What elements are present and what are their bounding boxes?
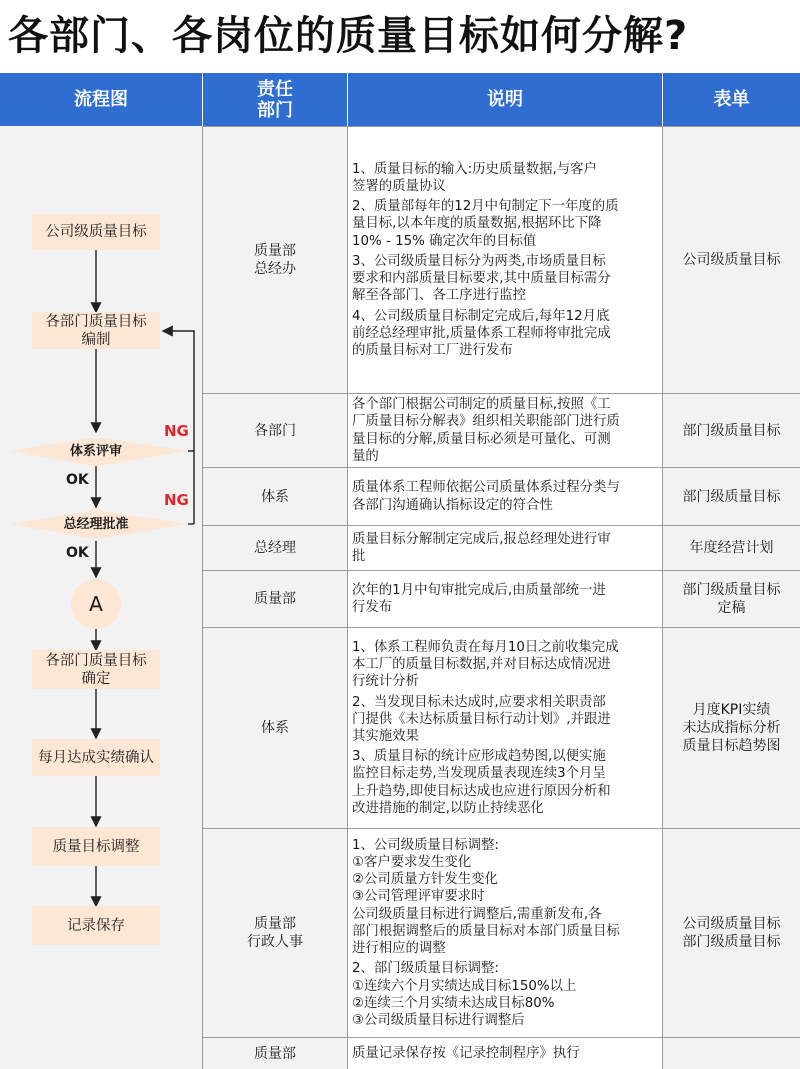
row-dept bbox=[203, 571, 348, 627]
row-form bbox=[663, 526, 800, 570]
description-line: ①客户要求发生变化 bbox=[352, 855, 472, 871]
row-form bbox=[663, 628, 800, 828]
row-form bbox=[663, 829, 800, 1037]
description-line: 2、当发现目标未达成时,应要求相关职责部 bbox=[352, 694, 606, 710]
description-line: 1、公司级质量目标调整: bbox=[352, 837, 499, 853]
description-line: 签署的质量协议 bbox=[352, 179, 446, 195]
description-paragraph bbox=[352, 531, 658, 565]
description-line: 3、质量目标的统计应形成趋势图,以便实施 bbox=[352, 749, 606, 765]
flow-step-monthly-confirm bbox=[32, 739, 160, 776]
description-line: 行统计分析 bbox=[352, 674, 419, 690]
description-line: 量目标,以本年度的质量数据,根据环比下降 bbox=[352, 216, 602, 232]
description-paragraph bbox=[352, 308, 658, 360]
header-desc-label: 说明 bbox=[487, 89, 523, 110]
flow-step6-label: 记录保存 bbox=[67, 917, 125, 934]
description-line: 要求和内部质量目标要求,其中质量目标需分 bbox=[352, 271, 611, 287]
description-line: ③公司级质量目标进行调整后 bbox=[352, 1012, 525, 1028]
description-line: 质量记录保存按《记录控制程序》执行 bbox=[352, 1045, 580, 1061]
description-line: 2、部门级质量目标调整: bbox=[352, 961, 499, 977]
description-line: 批 bbox=[352, 549, 366, 564]
dept-line: 各部门 bbox=[254, 422, 296, 439]
description-paragraph bbox=[352, 837, 658, 957]
row-dept bbox=[203, 394, 348, 467]
description-line: 门提供《未达标质量目标行动计划》,并跟进 bbox=[352, 711, 611, 727]
table-row bbox=[203, 126, 800, 393]
dept-line: 质量部 bbox=[254, 591, 296, 607]
description-paragraph bbox=[352, 396, 658, 465]
flow-step2-line1: 各部门质量目标 bbox=[45, 313, 147, 330]
flow-step2-line2: 编制 bbox=[81, 331, 111, 348]
description-line: 3、公司级质量目标分为两类,市场质量目标 bbox=[352, 253, 606, 269]
table-row bbox=[203, 1037, 800, 1069]
flow-step3-line1: 各部门质量目标 bbox=[45, 652, 147, 669]
row-dept bbox=[203, 628, 348, 828]
table-row bbox=[203, 467, 800, 525]
description-line: 的质量目标对工厂进行发布 bbox=[352, 342, 513, 358]
row-dept bbox=[203, 127, 348, 393]
dept-line: 质量部 bbox=[254, 243, 296, 259]
dept-line: 总经理 bbox=[254, 540, 296, 556]
row-description bbox=[348, 628, 663, 828]
description-line: 1、质量目标的输入:历史质量数据,与客户 bbox=[352, 161, 597, 177]
dept-line: 总经办 bbox=[254, 261, 296, 277]
flow-step3-line2: 确定 bbox=[81, 670, 111, 687]
description-line: 4、公司级质量目标制定完成后,每年12月底 bbox=[352, 308, 610, 324]
flow-review-label bbox=[40, 442, 152, 461]
row-description bbox=[348, 1038, 663, 1069]
page-title: 各部门、各岗位的质量目标如何分解? bbox=[8, 13, 689, 59]
header-dept-line2: 部门 bbox=[257, 99, 293, 121]
flow-step5-label: 质量目标调整 bbox=[52, 838, 140, 855]
header-form-label: 表单 bbox=[713, 89, 750, 110]
form-line: 部门级质量目标 bbox=[682, 422, 781, 439]
flow-step-record-keep bbox=[32, 906, 160, 945]
row-description bbox=[348, 571, 663, 627]
description-paragraph bbox=[352, 960, 658, 1029]
form-line: 月度KPI实绩 bbox=[692, 702, 771, 718]
connector-a bbox=[71, 588, 121, 620]
flow-step-target-adjust bbox=[32, 827, 160, 866]
form-line: 部门级质量目标 bbox=[682, 934, 781, 950]
description-line: 上升趋势,即使目标达成也应进行原因分析和 bbox=[352, 783, 611, 799]
dept-line: 体系 bbox=[261, 488, 289, 505]
description-line: 公司级质量目标进行调整后,需重新发布,各 bbox=[352, 906, 602, 922]
table-row bbox=[203, 828, 800, 1037]
header-form bbox=[663, 73, 800, 126]
description-paragraph bbox=[352, 582, 658, 616]
flow-step-company-target bbox=[32, 214, 160, 250]
description-paragraph bbox=[352, 253, 658, 305]
row-description bbox=[348, 468, 663, 525]
description-line: 行发布 bbox=[352, 600, 393, 615]
description-line: 改进措施的制定,以防止持续恶化 bbox=[352, 800, 544, 816]
flow-approve-label bbox=[40, 515, 152, 534]
row-form bbox=[663, 394, 800, 467]
flow-step-dept-target-confirm bbox=[32, 650, 160, 689]
description-line: ③公司管理评审要求时 bbox=[352, 889, 485, 905]
row-dept bbox=[203, 829, 348, 1037]
flow-step-company-target-label: 公司级质量目标 bbox=[45, 224, 147, 240]
connector-a-label: A bbox=[89, 592, 103, 616]
header-flow-label: 流程图 bbox=[74, 89, 128, 110]
table-row bbox=[203, 525, 800, 570]
header-dept-line1: 责任 bbox=[257, 78, 293, 100]
row-dept bbox=[203, 468, 348, 525]
ok-label-1: OK bbox=[66, 472, 89, 488]
form-line: 定稿 bbox=[717, 600, 746, 616]
row-description bbox=[348, 127, 663, 393]
description-paragraph bbox=[352, 1045, 658, 1062]
form-line: 未达成指标分析 bbox=[682, 720, 781, 736]
description-line: 量目标的分解,质量目标必须是可量化、可测 bbox=[352, 431, 611, 447]
row-description bbox=[348, 829, 663, 1037]
description-line: 1、体系工程师负责在每月10日之前收集完成 bbox=[352, 639, 619, 655]
description-paragraph bbox=[352, 161, 658, 195]
table-row bbox=[203, 627, 800, 828]
table-row bbox=[203, 570, 800, 627]
description-line: 各个部门根据公司制定的质量目标,按照《工 bbox=[352, 397, 611, 413]
form-line: 质量目标趋势图 bbox=[682, 738, 781, 754]
form-line: 年度经营计划 bbox=[689, 540, 774, 556]
row-description bbox=[348, 526, 663, 570]
ok-label-2: OK bbox=[66, 545, 89, 561]
description-line: 监控目标走势,当发现质量表现连续3个月呈 bbox=[352, 766, 606, 782]
form-line: 部门级质量目标 bbox=[682, 488, 781, 505]
table-row bbox=[203, 393, 800, 467]
description-line: 量的 bbox=[352, 448, 379, 464]
header-dept bbox=[203, 73, 348, 126]
description-line: 次年的1月中旬审批完成后,由质量部统一进 bbox=[352, 582, 606, 598]
description-paragraph bbox=[352, 479, 658, 513]
description-line: 本工厂的质量目标数据,并对目标达成情况进 bbox=[352, 657, 611, 673]
flow-review-text: 体系评审 bbox=[69, 443, 122, 459]
form-line: 公司级质量目标 bbox=[682, 252, 781, 268]
description-line: 前经总经理审批,质量体系工程师将审批完成 bbox=[352, 325, 611, 341]
description-line: 部门根据调整后的质量目标对本部门质量目标 bbox=[352, 923, 620, 939]
form-line: 公司级质量目标 bbox=[682, 916, 781, 932]
ng-label-2: NG bbox=[164, 491, 189, 509]
description-line: 各部门沟通确认指标设定的符合性 bbox=[352, 497, 553, 513]
description-line: 质量目标分解制定完成后,报总经理处进行审 bbox=[352, 531, 611, 547]
description-line: ①连续六个月实绩达成目标150%以上 bbox=[352, 978, 577, 994]
dept-line: 行政人事 bbox=[247, 934, 303, 950]
description-paragraph bbox=[352, 198, 658, 250]
description-paragraph bbox=[352, 694, 658, 746]
row-form bbox=[663, 1038, 800, 1069]
description-line: 10% - 15% 确定次年的目标值 bbox=[352, 233, 537, 249]
row-form bbox=[663, 468, 800, 525]
row-dept bbox=[203, 1038, 348, 1069]
description-line: ②连续三个月实绩未达成目标80% bbox=[352, 995, 555, 1011]
flow-step-dept-target-compile bbox=[32, 312, 160, 349]
description-line: 质量体系工程师依据公司质量体系过程分类与 bbox=[352, 480, 620, 496]
flow-step4-label: 每月达成实绩确认 bbox=[38, 749, 154, 766]
description-line: 进行相应的调整 bbox=[352, 941, 446, 957]
description-line: 解至各部门、各工序进行监控 bbox=[352, 288, 527, 304]
description-line: ②公司质量方针发生变化 bbox=[352, 872, 498, 888]
dept-line: 质量部 bbox=[254, 1045, 296, 1062]
description-line: 2、质量部每年的12月中旬制定下一年度的质 bbox=[352, 199, 619, 215]
description-line: 厂质量目标分解表》组织相关职能部门进行质 bbox=[352, 414, 620, 430]
row-form bbox=[663, 127, 800, 393]
ng-label-1: NG bbox=[164, 422, 189, 440]
form-line: 部门级质量目标 bbox=[682, 582, 781, 598]
description-paragraph bbox=[352, 639, 658, 691]
description-line: 其实施效果 bbox=[352, 729, 419, 744]
description-paragraph bbox=[352, 748, 658, 817]
row-description bbox=[348, 394, 663, 467]
dept-line: 质量部 bbox=[254, 916, 296, 932]
row-form bbox=[663, 571, 800, 627]
header-desc bbox=[348, 73, 663, 126]
flow-approve-text: 总经理批准 bbox=[63, 516, 129, 532]
dept-line: 体系 bbox=[261, 720, 289, 736]
row-dept bbox=[203, 526, 348, 570]
